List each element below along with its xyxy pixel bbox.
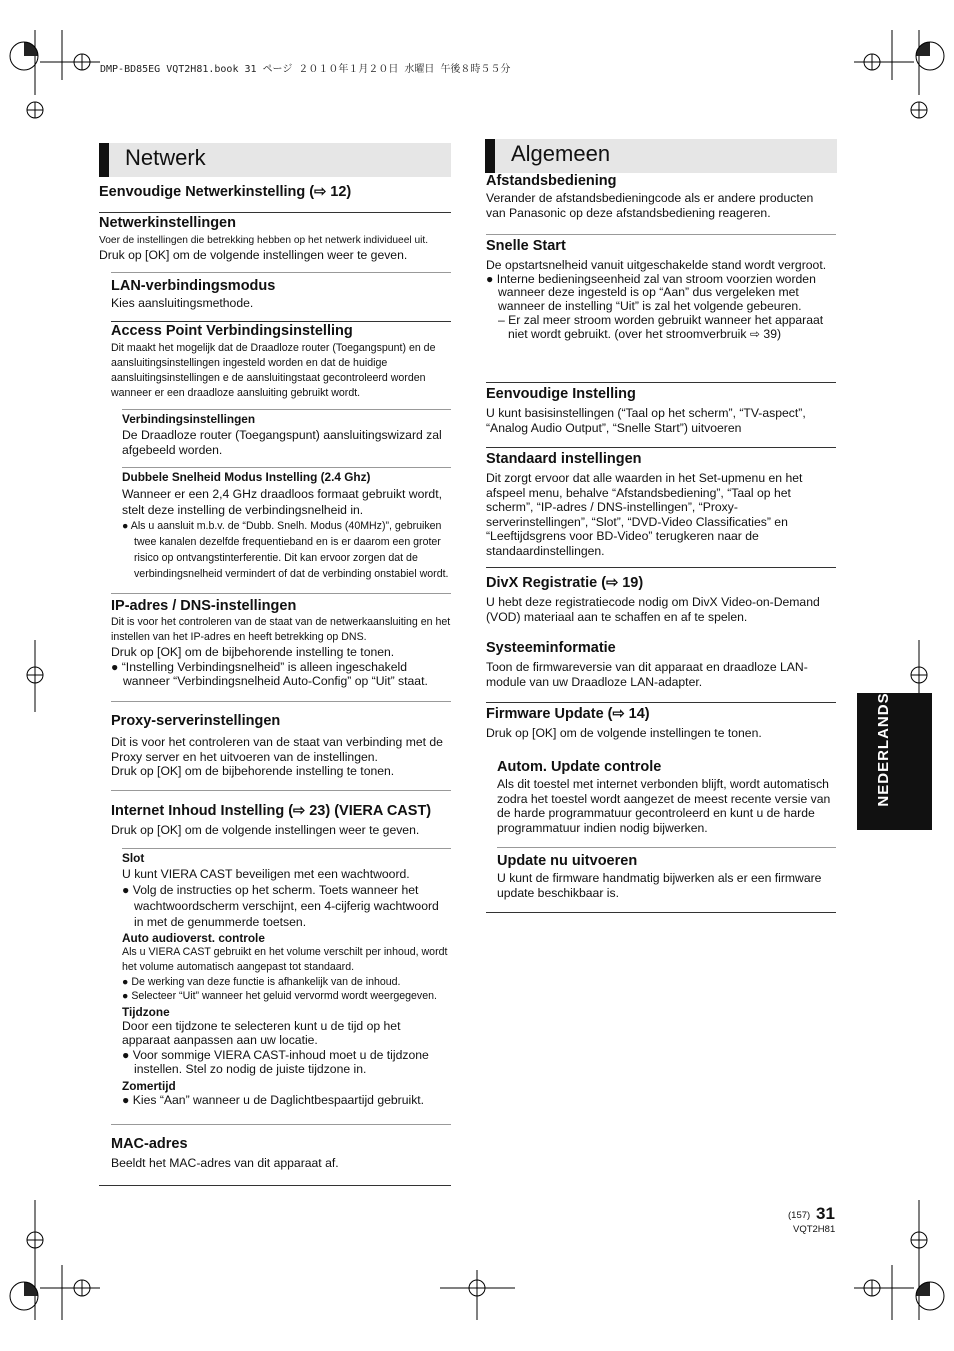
quick-start-note: ● Interne bedieningseenheid zal van stroom voorzien worden wanneer deze ingesteld is op “Aan” dus vergeleken met wanneer de instelling “Uit” is zal het volgende gebeuren. [486,271,816,314]
page-number: 31 [816,1204,835,1223]
audio-control-heading: Auto audioverst. controle [122,930,265,945]
slot-heading: Slot [122,851,145,865]
quick-start-desc: De opstartsnelheid vanuit uitgeschakelde stand wordt vergroot. [486,258,827,272]
system-info-desc: Toon de firmwareversie van dit apparaat en draadloze LAN-module van uw Draadloze LAN-adapter. [486,660,808,689]
simple-network-setup-heading: Eenvoudige Netwerkinstelling (⇨ 12) [99,184,352,200]
title-bar [485,139,495,173]
access-point-desc: Dit maakt het mogelijk dat de Draadloze router (Toegangspunt) en de aansluitingsinstellingen ingesteld worden en dat de huidige aansluitingsinstellingen e de aansluitingstaat gecontroleerd worden wanneer er een draadloze aansluiting gebruikt wordt. [111,342,436,399]
slot-note: ● Volg de instructies op het scherm. Toets wanneer het wachtwoordscherm verschijnt, een 4-cijferig wachtwoord in met de genummerde toetsen. [122,882,439,929]
connection-settings-desc: De Draadloze router (Toegangspunt) aansluitingswizard zal afgebeeld worden. [122,428,442,457]
remote-heading: Afstandsbediening [486,173,617,189]
section-title-netwerk [99,143,451,177]
quick-start-subnote: – Er zal meer stroom worden gebruikt wanneer het apparaat niet wordt gebruikt. (over het stroomverbruik ⇨ 39) [498,312,824,341]
easy-setup-heading: Eenvoudige Instelling [486,386,636,402]
dst-note: ● Kies “Aan” wanneer u de Daglichtbespaartijd gebruikt. [122,1092,425,1107]
ip-dns-heading: IP-adres / DNS-instellingen [111,598,297,614]
mac-address-heading: MAC-adres [111,1136,188,1152]
mac-address-desc: Beeldt het MAC-adres van dit apparaat af. [111,1156,339,1170]
ip-dns-note: ● “Instelling Verbindingsnelheid” is alleen ingeschakeld wanneer “Verbindingsnelheid Auto-Config” op “Uit” staat. [111,659,428,688]
auto-update-heading: Autom. Update controle [497,759,662,775]
slot-desc: U kunt VIERA CAST beveiligen met een wachtwoord. [122,867,410,881]
default-settings-heading: Standaard instellingen [486,451,642,467]
audio-control-note1: ● De werking van deze functie is afhankelijk van de inhoud. [122,975,401,988]
internet-content-desc: Druk op [OK] om de volgende instellingen weer te geven. [111,823,420,837]
quick-start-heading: Snelle Start [486,238,566,254]
audio-control-desc: Als u VIERA CAST gebruikt en het volume verschilt per inhoud, wordt het volume automatisch aangepast tot standaard. [122,945,448,973]
algemeen-title: Algemeen [511,141,611,166]
ip-dns-desc: Dit is voor het controleren van de staat van de netwerkaansluiting en het instellen van het IP-adres en heeft betrekking op DNS. [111,616,451,643]
internet-content-heading: Internet Inhoud Instelling (⇨ 23) (VIERA CAST) [111,803,432,819]
access-point-heading: Access Point Verbindingsinstelling [111,323,353,339]
connection-settings-heading: Verbindingsinstellingen [122,412,256,426]
lan-mode-desc: Kies aansluitingsmethode. [111,296,254,310]
title-bar [99,143,109,177]
timezone-desc: Door een tijdzone te selecteren kunt u de tijd op het apparaat aanpassen aan uw locatie. [122,1018,401,1047]
proxy-desc: Dit is voor het controleren van de staat van verbinding met de Proxy server en het uitvoeren van de instellingen. Druk op [OK] om de bijbehorende instelling te tonen. [111,735,443,778]
dual-speed-desc: Wanneer er een 2,4 GHz draadloos formaat gebruikt wordt, stelt deze instelling de verbindingsnelheid in. [122,487,442,517]
lan-mode-heading: LAN-verbindingsmodus [111,278,276,294]
file-header: DMP-BD85EG VQT2H81.book 31 ページ ２０１０年１月２０日 水曜日 午後８時５５分 [100,64,511,75]
model-code: VQT2H81 [793,1224,836,1235]
firmware-update-heading: Firmware Update (⇨ 14) [486,706,650,722]
dst-heading: Zomertijd [122,1078,176,1093]
remote-desc: Verander de afstandsbedieningcode als er andere producten van Panasonic op deze afstandsbediening reageren. [486,191,814,220]
default-settings-desc: Dit zorgt ervoor dat alle waarden in het Set-upmenu en het afspeel menu, behalve “Afstandsbediening”, “Taal op het scherm”, “IP-adres / DNS-instellingen”, “Proxy-serverinstellingen”, “Slot”, “DVD-Video Classificaties” en “Leeftijdsgrens voor BD-Video” terugkeren naar de standaardinstellingen. [486,471,803,558]
dual-speed-heading: Dubbele Snelheid Modus Instelling (2.4 Ghz) [122,470,371,484]
dual-speed-note: ● Als u aansluit m.b.v. de “Dubb. Snelh. Modus (40MHz)”, gebruiken twee kanalen dezelfde frequentieband en is er daarom een groter risico op ontvangstinterferentie. Dit kan ervoor zorgen dat de verbindingsnelheid vermindert of dat de verbinding onstabiel wordt. [122,520,449,580]
netwerk-title: Netwerk [125,145,206,170]
update-now-heading: Update nu uitvoeren [497,853,638,869]
network-settings-heading: Netwerkinstellingen [99,215,236,231]
network-settings-desc2: Druk op [OK] om de volgende instellingen weer te geven. [99,248,408,262]
timezone-note: ● Voor sommige VIERA CAST-inhoud moet u de tijdzone instellen. Stel zo nodig de juiste tijdzone in. [122,1047,429,1076]
system-info-heading: Systeeminformatie [486,640,616,656]
timezone-heading: Tijdzone [122,1004,170,1019]
divx-desc: U hebt deze registratiecode nodig om DivX Video-on-Demand (VOD) materiaal aan te schaffen en af te spelen. [486,595,820,624]
ip-dns-desc2: Druk op [OK] om de bijbehorende instelling te tonen. [111,645,395,659]
audio-control-note2: ● Selecteer “Uit” wanneer het geluid vervormd wordt weergegeven. [122,989,437,1002]
section-title-algemeen [485,139,837,173]
network-settings-desc: Voer de instellingen die betrekking hebben op het netwerk individueel uit. [99,235,429,246]
auto-update-desc: Als dit toestel met internet verbonden blijft, wordt automatisch zodra het toestel wordt aangezet de meest recente versie van de harde programmatuur gecontroleerd en kunt u de harde programmatuur indien nodig bijwerken. [497,777,831,835]
firmware-update-desc: Druk op [OK] om de volgende instellingen te tonen. [486,726,762,740]
update-now-desc: U kunt de firmware handmatig bijwerken als er een firmware update beschikbaar is. [497,871,822,900]
proxy-heading: Proxy-serverinstellingen [111,713,281,729]
easy-setup-desc: U kunt basisinstellingen (“Taal op het scherm”, “TV-aspect”, “Analog Audio Output”, “Snelle Start”) uitvoeren [486,406,806,435]
page-ref: (157) [788,1210,811,1221]
language-side-tab [857,693,932,830]
divx-heading: DivX Registratie (⇨ 19) [486,575,644,591]
side-tab-label: NEDERLANDS [875,692,892,807]
